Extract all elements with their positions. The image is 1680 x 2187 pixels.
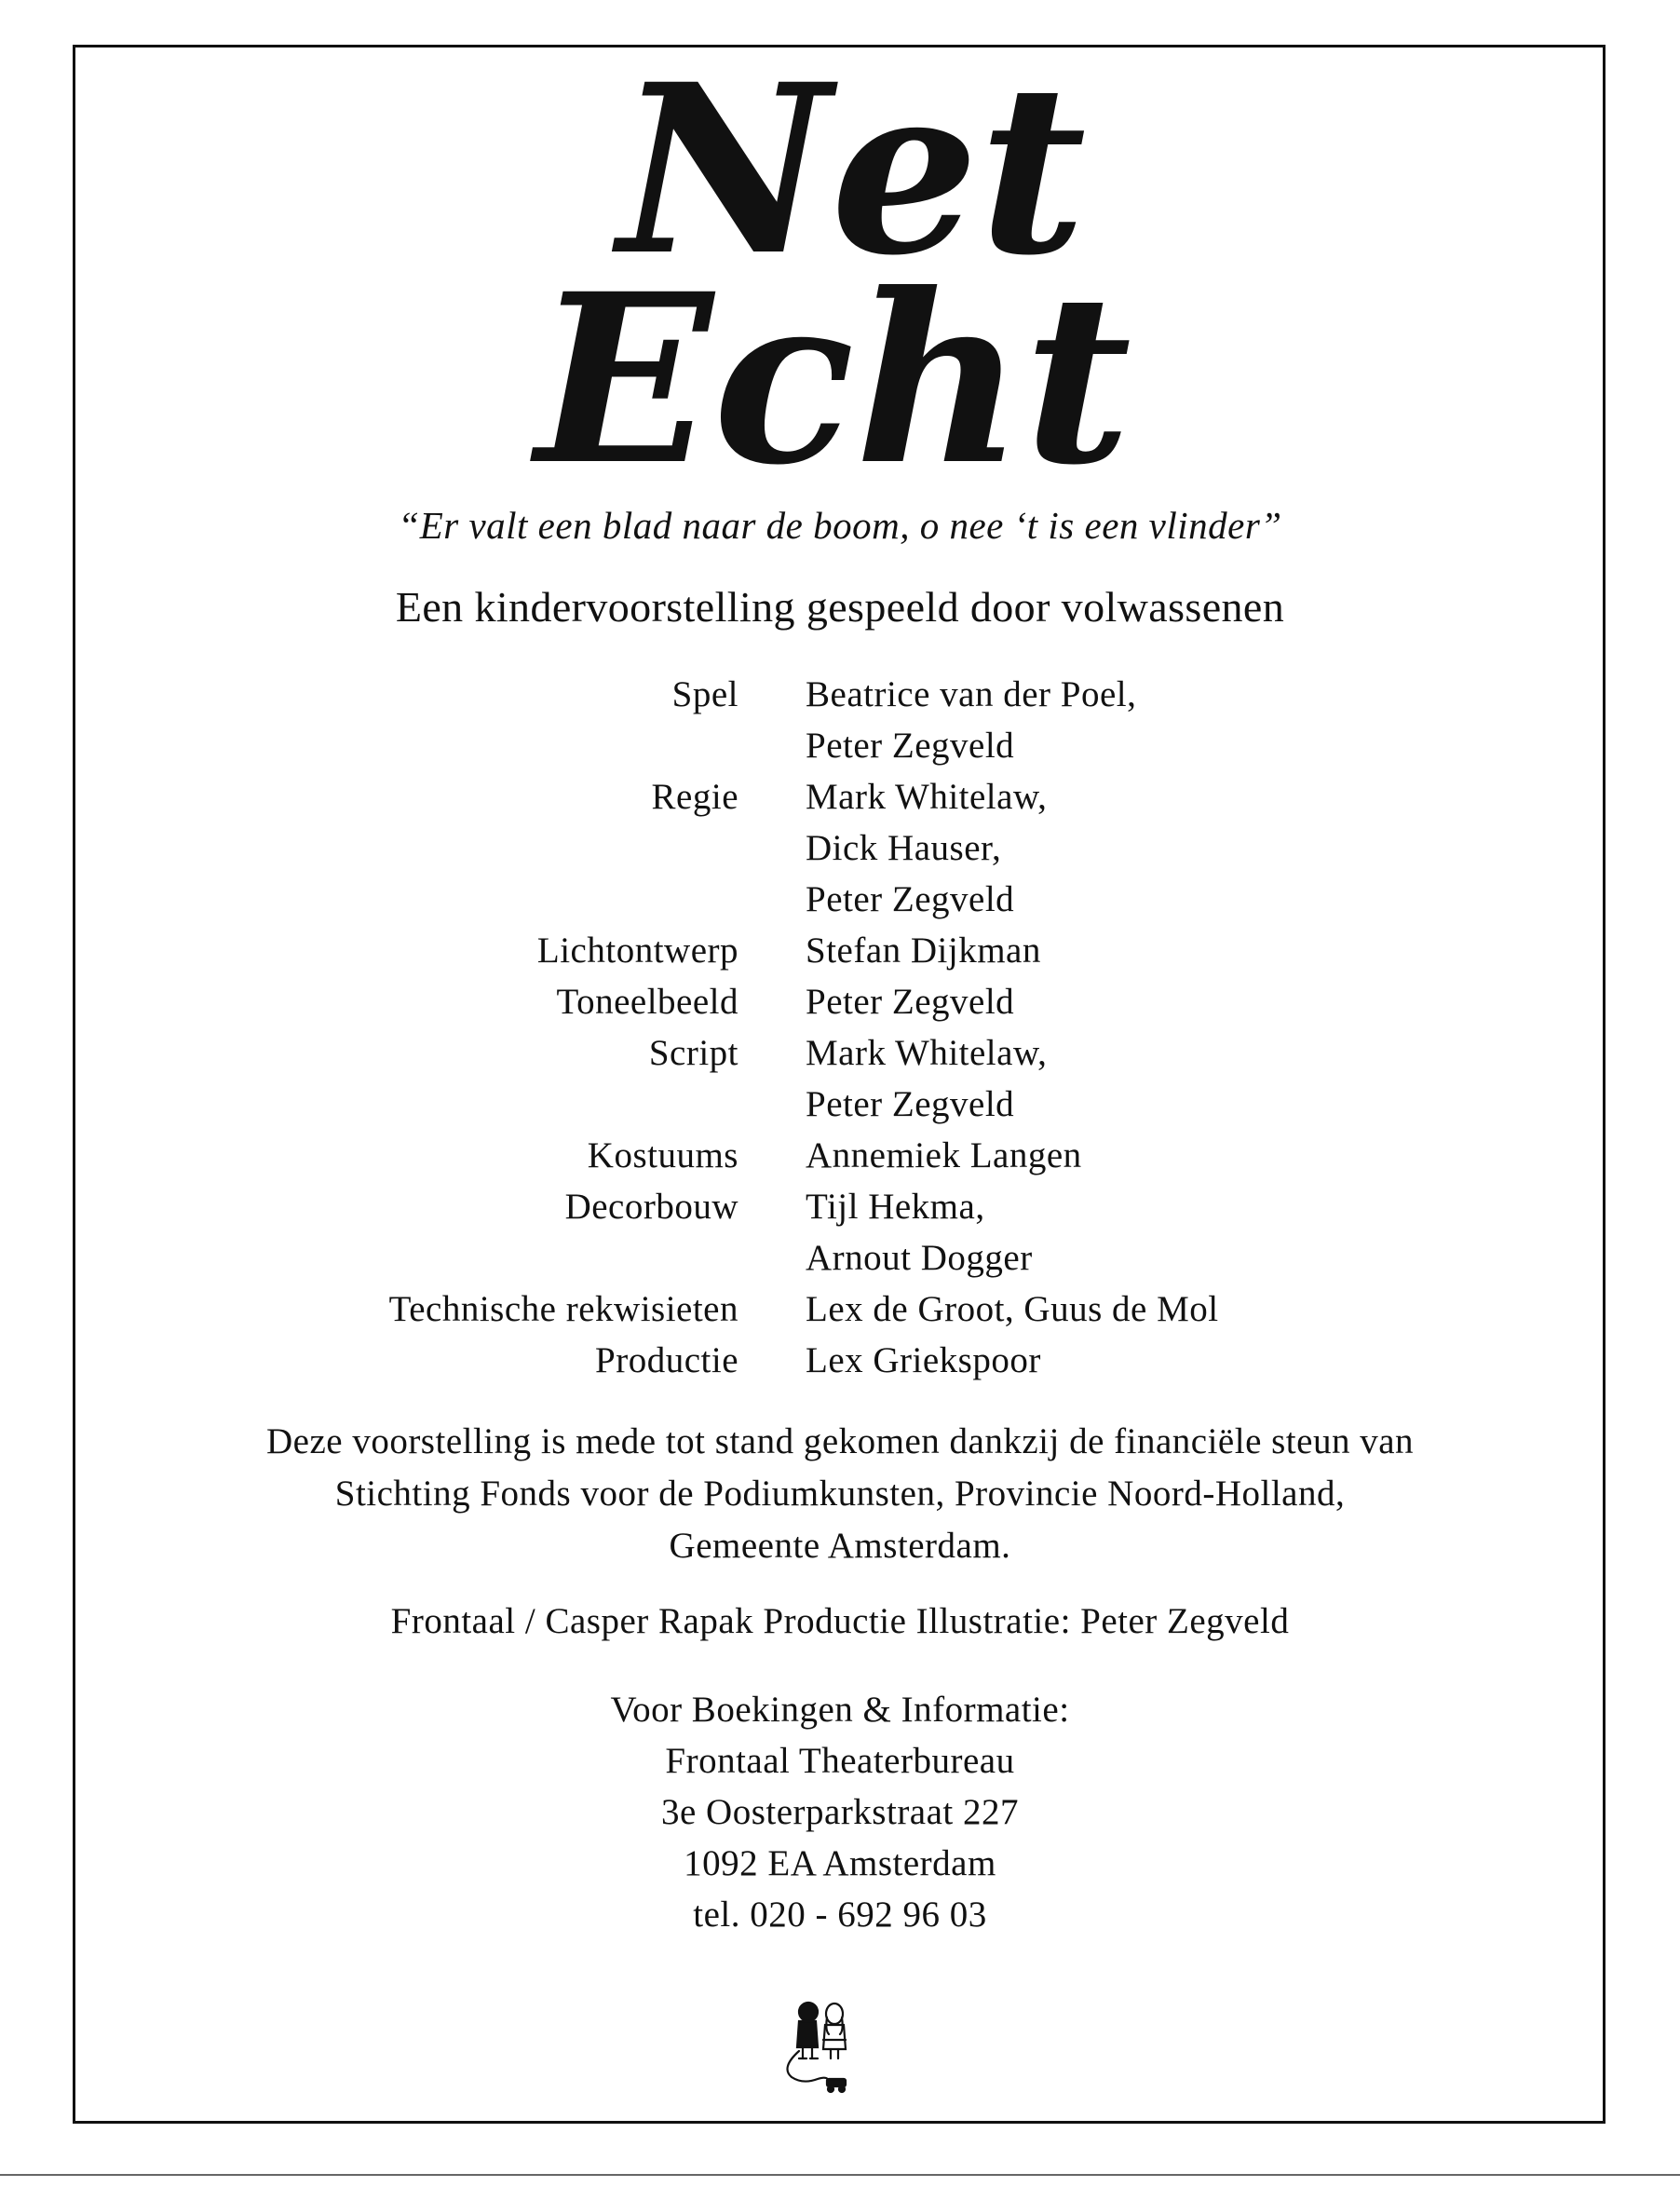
- logo-word-net: Net: [617, 37, 1087, 306]
- credit-role: Spel: [671, 674, 738, 714]
- credit-role: Technische rekwisieten: [388, 1289, 738, 1329]
- credit-name: Lex de Groot, Guus de Mol: [806, 1289, 1219, 1329]
- credit-names: [806, 925, 1041, 976]
- credit-row: [0, 669, 1680, 771]
- credit-names: [806, 669, 1136, 771]
- credit-names: [806, 771, 1047, 925]
- net-echt-logo: [522, 37, 1173, 522]
- credit-name: Arnout Dogger: [806, 1238, 1033, 1278]
- credit-name: Mark Whitelaw,: [806, 777, 1048, 817]
- credit-row: [0, 771, 1680, 925]
- credit-role: Script: [648, 1033, 738, 1073]
- credit-name: Dick Hauser,: [806, 828, 1002, 868]
- children-illustration: [771, 1993, 874, 2096]
- credit-names: [806, 1335, 1041, 1386]
- credit-role: Toneelbeeld: [556, 982, 738, 1022]
- production-credit: Frontaal / Casper Rapak Productie Illustratie: Peter Zegveld: [390, 1601, 1290, 1641]
- contact-company: Frontaal Theaterbureau: [665, 1741, 1015, 1781]
- logo-word-echt: Echt: [535, 242, 1132, 516]
- credit-name: Tijl Hekma,: [806, 1187, 985, 1227]
- credit-row: [0, 925, 1680, 976]
- credit-names: [806, 1027, 1047, 1130]
- credit-name: Peter Zegveld: [806, 1084, 1015, 1124]
- contact-block: [0, 1684, 1680, 1940]
- credit-row: [0, 1284, 1680, 1335]
- funding-statement: [0, 1416, 1680, 1572]
- credit-name: Peter Zegveld: [806, 879, 1015, 919]
- credit-name: Beatrice van der Poel,: [806, 674, 1137, 714]
- credit-role: Regie: [651, 777, 738, 817]
- credit-row: [0, 1181, 1680, 1284]
- credit-role: Decorbouw: [564, 1187, 738, 1227]
- credit-role: Lichtontwerp: [536, 930, 738, 971]
- credit-row: [0, 1130, 1680, 1181]
- credit-names: [806, 1130, 1082, 1181]
- credit-names: [806, 976, 1014, 1027]
- credit-name: Lex Griekspoor: [806, 1340, 1041, 1380]
- funding-line: Stichting Fonds voor de Podiumkunsten, Provincie Noord-Holland,: [334, 1474, 1346, 1514]
- contact-postcode-city: 1092 EA Amsterdam: [684, 1843, 996, 1883]
- contact-street: 3e Oosterparkstraat 227: [660, 1792, 1020, 1832]
- credit-names: [806, 1181, 1033, 1284]
- credit-name: Peter Zegveld: [806, 982, 1015, 1022]
- tagline-quote: “Er valt een blad naar de boom, o nee ‘t is een vlinder”: [398, 504, 1282, 547]
- page-subtitle: Een kindervoorstelling gespeeld door volwassenen: [395, 583, 1285, 631]
- contact-heading: Voor Boekingen & Informatie:: [610, 1690, 1070, 1730]
- credit-row: [0, 976, 1680, 1027]
- credit-row: [0, 1335, 1680, 1386]
- contact-phone: tel. 020 - 692 96 03: [693, 1895, 987, 1935]
- credit-role: Productie: [595, 1340, 738, 1380]
- funding-line: Deze voorstelling is mede tot stand gekomen dankzij de financiële steun van: [265, 1421, 1415, 1461]
- credits-list: [0, 669, 1680, 1386]
- credit-names: [806, 1284, 1219, 1335]
- credit-name: Annemiek Langen: [806, 1135, 1082, 1175]
- credit-name: Mark Whitelaw,: [806, 1033, 1048, 1073]
- credit-name: Stefan Dijkman: [806, 930, 1041, 971]
- funding-line: Gemeente Amsterdam.: [669, 1526, 1011, 1566]
- credit-row: [0, 1027, 1680, 1130]
- scan-edge-line: [0, 2174, 1680, 2176]
- credit-role: Kostuums: [587, 1135, 738, 1175]
- credit-name: Peter Zegveld: [806, 726, 1015, 766]
